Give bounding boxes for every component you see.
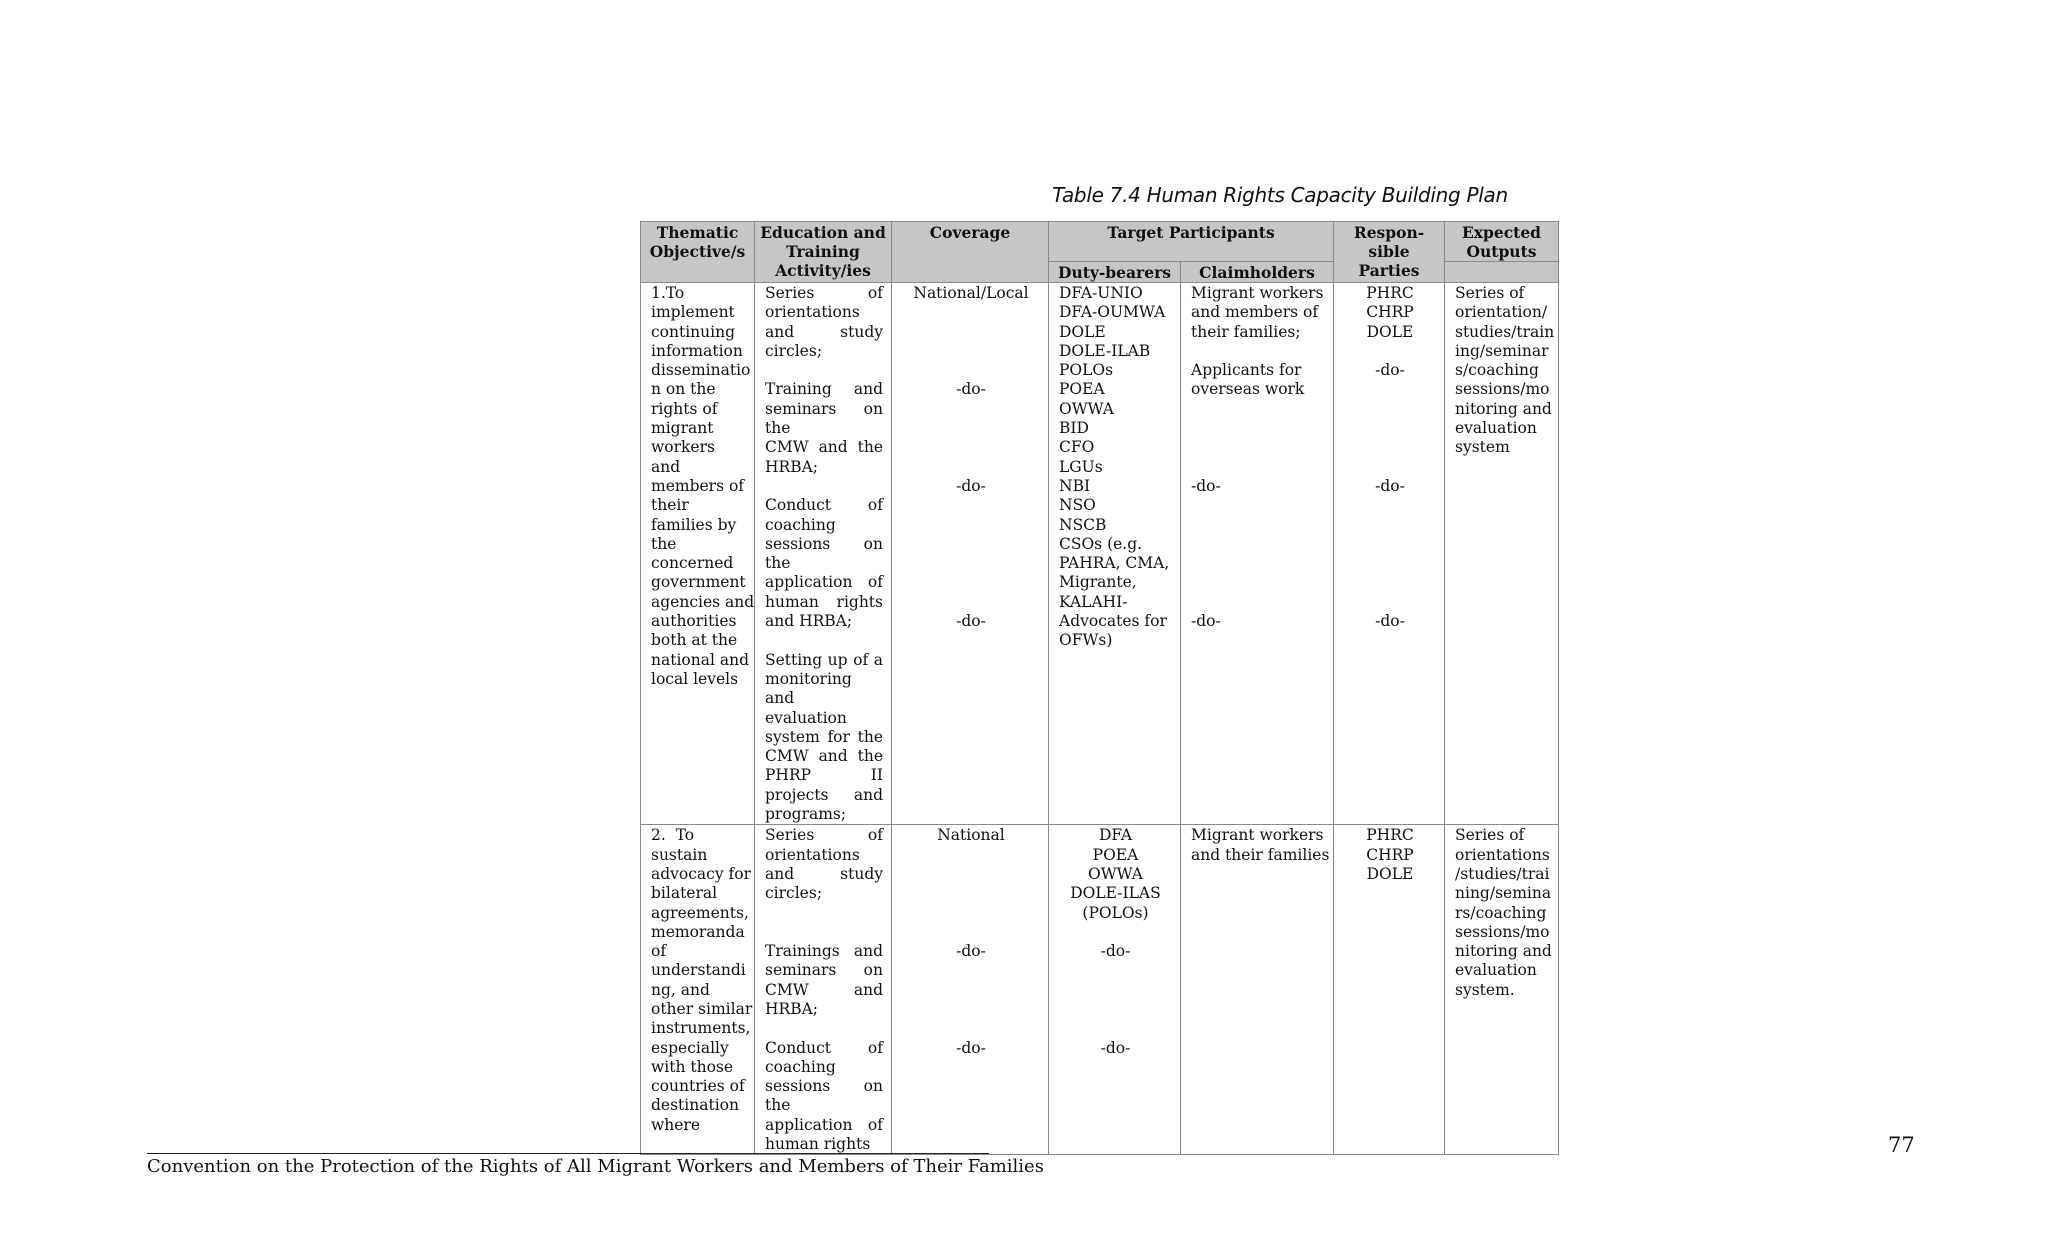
activity-line: CMW and [765,980,883,999]
duty-bearers-cell: DFA POEA OWWA DOLE-ILAS (POLOs) -do- -do- [1049,825,1181,1155]
table-row [641,283,1559,825]
activity-line: sessions on the [765,1077,883,1115]
activity-line: coaching [765,515,836,534]
duty-bearers-cell: DFA-UNIO DFA-OUMWA DOLE DOLE-ILAB POLOs POEA OWWA BID CFO LGUs NBI NSO NSCB CSOs (e.g. PAHRA, CMA, Migrante, KALAHI- Advocates for OFWs) [1049,283,1181,825]
header-claimholders: Claimholders [1181,262,1334,283]
activity-line [765,923,883,942]
header-responsible-parties: Respon- sible Parties [1334,222,1445,283]
header-target-participants: Target Participants [1049,222,1334,262]
activity-line: monitoring and [765,669,852,708]
responsible-parties-cell: PHRC CHRP DOLE [1334,825,1445,1155]
activity-line: programs; [765,805,847,824]
activity-line [765,904,883,923]
activity-line: and study [765,864,883,883]
activity-line: CMW and the [765,438,883,457]
activity-line: human rights [765,592,883,611]
claimholders-cell: Migrant workers and their families [1181,825,1334,1155]
education-activity-cell [755,283,892,825]
activity-line: application of [765,1115,883,1134]
activity-line: application of [765,573,883,592]
activity-line: circles; [765,884,823,903]
table-row [641,825,1559,1155]
activity-line: sessions on the [765,534,883,573]
activity-line: Setting up of a [765,650,883,669]
activity-line: and study [765,322,883,341]
footer-text: Convention on the Protection of the Rights of All Migrant Workers and Members of Their Families [147,1156,1044,1177]
activity-line: Conduct of [765,496,883,515]
header-duty-bearers: Duty-bearers [1049,262,1181,283]
activity-line: Series of [765,826,883,845]
header-expected-outputs: Expected Outputs [1445,222,1559,262]
expected-outputs-cell: Series of orientations /studies/trai ning/semina rs/coaching sessions/mo nitoring and evaluation system. [1445,825,1559,1155]
activity-line: projects and [765,785,883,804]
thematic-objective-cell: 1.To implement continuing information disseminatio n on the rights of migrant workers and members of their families by the concerned government agencies and authorities both at the national and local levels [641,283,755,825]
activity-line: HRBA; [765,457,818,476]
activity-line: orientations [765,845,860,864]
table-caption: Table 7.4 Human Rights Capacity Building Plan [1052,183,1508,207]
activity-line [765,361,883,380]
capacity-building-table [640,221,1559,1155]
coverage-cell: National/Local -do- -do- -do- [892,283,1049,825]
responsible-parties-cell: PHRC CHRP DOLE -do- -do- -do- [1334,283,1445,825]
header-outputs-blank [1445,262,1559,283]
activity-line: Trainings and [765,942,883,961]
activity-line: system for the [765,727,883,746]
expected-outputs-cell: Series of orientation/ studies/train ing/seminar s/coaching sessions/mo nitoring and evaluation system [1445,283,1559,825]
education-activity-cell [755,825,892,1155]
activity-line: and HRBA; [765,612,853,631]
activity-line: PHRP II [765,766,883,785]
activity-line: human rights [765,1135,871,1154]
coverage-cell: National -do- -do- [892,825,1049,1155]
activity-line: CMW and the [765,747,883,766]
header-coverage: Coverage [892,222,1049,283]
activity-line: Training and [765,380,883,399]
activity-line: Conduct of [765,1038,883,1057]
thematic-objective-cell: 2. To sustain advocacy for bilateral agreements, memoranda of understandi ng, and other similar instruments, especially with those countries of destination where [641,825,755,1155]
activity-line [765,477,883,496]
header-education-training: Education and Training Activity/ies [755,222,892,283]
claimholders-cell: Migrant workers and members of their families; Applicants for overseas work -do- -do- [1181,283,1334,825]
activity-line: evaluation [765,708,847,727]
activity-line: coaching [765,1057,836,1076]
activity-line: orientations [765,303,860,322]
activity-line: seminars on the [765,399,883,438]
activity-line [765,1019,883,1038]
header-thematic-objectives: Thematic Objective/s [641,222,755,283]
footer-divider [147,1153,989,1154]
page-number: 77 [1888,1133,1915,1157]
activity-line [765,631,883,650]
activity-line: seminars on [765,961,883,980]
activity-line: Series of [765,284,883,302]
activity-line: circles; [765,341,823,360]
activity-line: HRBA; [765,999,818,1018]
